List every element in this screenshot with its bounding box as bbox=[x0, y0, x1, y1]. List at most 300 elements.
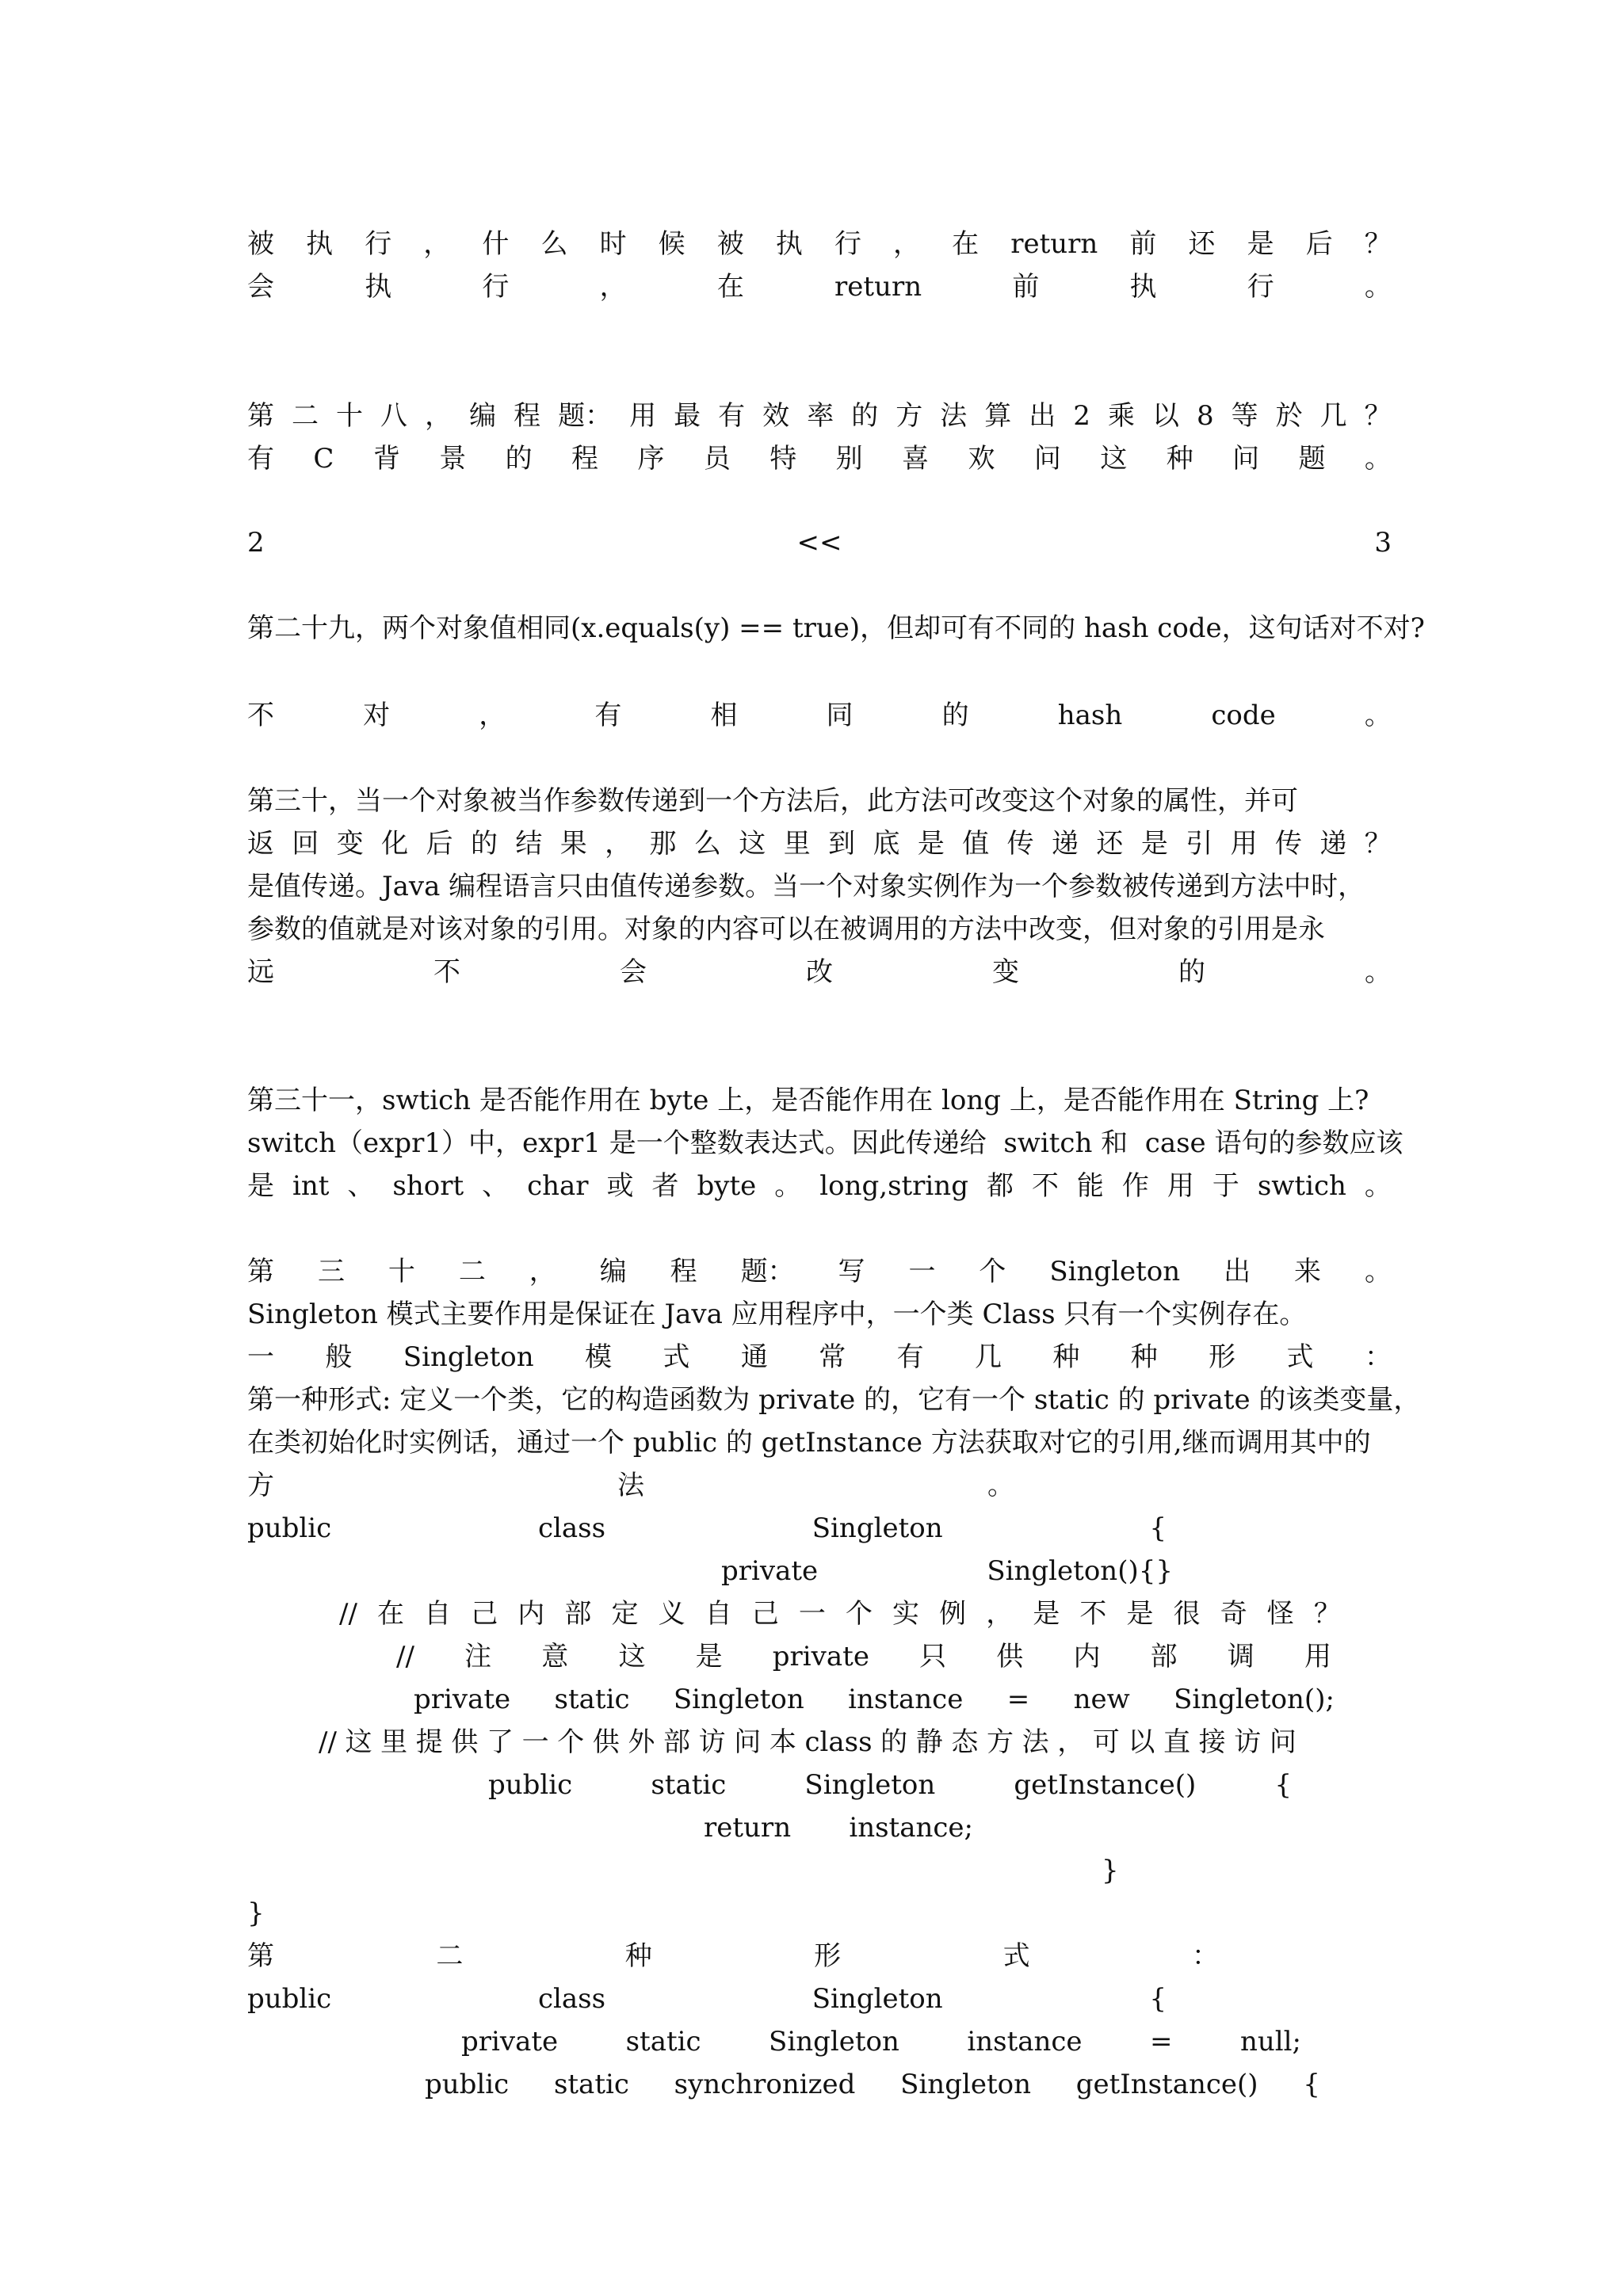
code-token: 用 bbox=[1304, 1641, 1331, 1672]
word: ， bbox=[425, 400, 453, 432]
code-token: 是 bbox=[1033, 1598, 1060, 1630]
code-token: 一 bbox=[521, 1726, 549, 1758]
word: 乘 bbox=[1107, 400, 1135, 432]
text-line bbox=[247, 951, 1392, 994]
word: 行 bbox=[834, 228, 861, 260]
code-token: private bbox=[461, 2026, 559, 2058]
word: 是 bbox=[247, 1170, 274, 1202]
word: 通 bbox=[740, 1341, 768, 1373]
word: 。 bbox=[774, 1170, 802, 1202]
code-token: 只 bbox=[919, 1641, 947, 1672]
word: 十 bbox=[388, 1256, 415, 1287]
word: 问 bbox=[1033, 443, 1061, 475]
word: 传 bbox=[1274, 828, 1302, 860]
text-line bbox=[247, 223, 1392, 265]
word: byte bbox=[697, 1170, 757, 1202]
word: 用 bbox=[629, 400, 657, 432]
word: 的 bbox=[1178, 956, 1205, 988]
word: 作 bbox=[1121, 1170, 1149, 1202]
text-line bbox=[247, 521, 1392, 564]
word: 三 bbox=[317, 1256, 345, 1287]
word: 於 bbox=[1275, 400, 1303, 432]
code-token: 访 bbox=[698, 1726, 726, 1758]
code-token: // bbox=[339, 1598, 357, 1630]
code-token: static bbox=[625, 2026, 701, 2058]
text-line bbox=[247, 1464, 1014, 1507]
code-token: ， bbox=[986, 1598, 1014, 1630]
word: 执 bbox=[365, 271, 392, 303]
code-token: 内 bbox=[517, 1598, 545, 1630]
word: 到 bbox=[828, 828, 856, 860]
text-line bbox=[247, 1935, 1219, 1978]
code-token: // bbox=[396, 1641, 414, 1672]
word: 不 bbox=[247, 700, 274, 731]
word: 一 bbox=[908, 1256, 936, 1287]
word: 序 bbox=[637, 443, 665, 475]
code-comment-line bbox=[396, 1635, 1331, 1678]
word: 者 bbox=[651, 1170, 679, 1202]
word: 。 bbox=[1364, 443, 1392, 475]
word: 程 bbox=[514, 400, 541, 432]
code-token: 的 bbox=[880, 1726, 908, 1758]
word: ： bbox=[1364, 1341, 1392, 1373]
word: 那 bbox=[649, 828, 677, 860]
word: 远 bbox=[247, 956, 274, 988]
code-token: Singleton(); bbox=[1174, 1684, 1335, 1715]
word: 的 bbox=[941, 700, 969, 731]
word: 的 bbox=[470, 828, 498, 860]
word: code bbox=[1211, 700, 1276, 731]
word: 效 bbox=[762, 400, 790, 432]
word: 率 bbox=[807, 400, 834, 432]
word: 对 bbox=[363, 700, 391, 731]
code-token: 问 bbox=[734, 1726, 762, 1758]
code-token: 本 bbox=[769, 1726, 796, 1758]
word: 题： bbox=[740, 1256, 795, 1287]
word: 一 bbox=[247, 1341, 274, 1373]
code-token: static bbox=[553, 2069, 629, 2100]
code-token: ？ bbox=[1313, 1598, 1341, 1630]
word: 景 bbox=[439, 443, 467, 475]
word: ， bbox=[529, 1256, 556, 1287]
word: 模 bbox=[585, 1341, 613, 1373]
text-line bbox=[247, 694, 1392, 737]
word: 么 bbox=[540, 228, 568, 260]
word: 。 bbox=[1365, 956, 1392, 988]
code-token: 供 bbox=[451, 1726, 479, 1758]
word: 是 bbox=[1140, 828, 1168, 860]
code-token: 部 bbox=[564, 1598, 592, 1630]
code-token: 供 bbox=[592, 1726, 620, 1758]
code-token: { bbox=[1303, 2069, 1320, 2100]
code-token: private bbox=[414, 1684, 511, 1715]
word: 递 bbox=[1319, 828, 1347, 860]
word: 同 bbox=[826, 700, 854, 731]
code-token: 供 bbox=[996, 1641, 1024, 1672]
code-token: 不 bbox=[1079, 1598, 1107, 1630]
text-line: 是值传递。Java 编程语言只由值传递参数。当一个对象实例作为一个参数被传递到方法中时， bbox=[247, 871, 1365, 902]
word: 被 bbox=[716, 228, 744, 260]
code-line bbox=[488, 1764, 1292, 1806]
code-token: = bbox=[1150, 2026, 1173, 2058]
code-token: static bbox=[554, 1684, 630, 1715]
word: ， bbox=[893, 228, 921, 260]
word: 后 bbox=[1305, 228, 1333, 260]
word: 形 bbox=[814, 1940, 842, 1972]
code-line bbox=[425, 2063, 1320, 2106]
word: 八 bbox=[380, 400, 408, 432]
word: 用 bbox=[1167, 1170, 1194, 1202]
word: 法 bbox=[940, 400, 968, 432]
code-token: 调 bbox=[1227, 1641, 1254, 1672]
code-token: Singleton bbox=[804, 1769, 936, 1801]
word: 二 bbox=[436, 1940, 464, 1972]
word: 、 bbox=[347, 1170, 375, 1202]
word: 前 bbox=[1129, 228, 1157, 260]
word: 执 bbox=[306, 228, 334, 260]
word: 背 bbox=[372, 443, 400, 475]
text-line bbox=[247, 395, 1392, 437]
word: 候 bbox=[658, 228, 685, 260]
code-token: getInstance() bbox=[1014, 1769, 1197, 1801]
code-token: // bbox=[319, 1726, 337, 1758]
word: 递 bbox=[1052, 828, 1079, 860]
word: 编 bbox=[469, 400, 497, 432]
word: 出 bbox=[1224, 1256, 1251, 1287]
word: 第 bbox=[247, 1256, 274, 1287]
word: 。 bbox=[1364, 271, 1392, 303]
code-token: Singleton(){} bbox=[987, 1555, 1173, 1587]
word: 是 bbox=[917, 828, 945, 860]
code-token: Singleton bbox=[769, 2026, 899, 2058]
word: 结 bbox=[515, 828, 543, 860]
word: 在 bbox=[952, 228, 980, 260]
word: return bbox=[834, 271, 922, 303]
word: 还 bbox=[1188, 228, 1216, 260]
word: 是 bbox=[1247, 228, 1274, 260]
word: 、 bbox=[482, 1170, 510, 1202]
text-line: 第二十九，两个对象值相同(x.equals(y) == true)，但却可有不同的 hash code，这句话对不对? bbox=[247, 612, 1425, 644]
word: 以 bbox=[1151, 400, 1179, 432]
word: 么 bbox=[693, 828, 721, 860]
text-line bbox=[247, 1336, 1392, 1379]
word: 。 bbox=[1364, 700, 1392, 731]
code-token: 部 bbox=[663, 1726, 691, 1758]
word: 程 bbox=[670, 1256, 697, 1287]
code-token: 实 bbox=[892, 1598, 920, 1630]
word: 行 bbox=[482, 271, 510, 303]
word: 2 bbox=[1073, 400, 1090, 432]
word: 变 bbox=[336, 828, 364, 860]
word: 会 bbox=[620, 956, 647, 988]
code-token: class bbox=[537, 1983, 606, 2015]
code-token: 个 bbox=[557, 1726, 585, 1758]
code-token: 内 bbox=[1073, 1641, 1101, 1672]
code-token: 法 bbox=[1022, 1726, 1049, 1758]
word: 有 bbox=[247, 443, 274, 475]
word: 出 bbox=[1029, 400, 1056, 432]
text-line: 第一种形式: 定义一个类，它的构造函数为 private 的，它有一个 static 的 private 的该类变量， bbox=[247, 1384, 1421, 1416]
word: 常 bbox=[819, 1341, 846, 1373]
code-token: 一 bbox=[798, 1598, 826, 1630]
word: 式 bbox=[1002, 1940, 1030, 1972]
code-token: 是 bbox=[1126, 1598, 1154, 1630]
word: 执 bbox=[775, 228, 803, 260]
word: 特 bbox=[769, 443, 797, 475]
code-token: static bbox=[651, 1769, 727, 1801]
code-token: instance; bbox=[849, 1812, 973, 1844]
code-token: 接 bbox=[1198, 1726, 1226, 1758]
word: 的 bbox=[851, 400, 879, 432]
code-token: 例 bbox=[939, 1598, 967, 1630]
word: 相 bbox=[710, 700, 738, 731]
word: Singleton bbox=[403, 1341, 534, 1373]
word: 最 bbox=[674, 400, 701, 432]
word: 里 bbox=[783, 828, 811, 860]
code-token: 外 bbox=[628, 1726, 655, 1758]
code-token: public bbox=[425, 2069, 510, 2100]
code-token: class bbox=[804, 1726, 873, 1758]
word: 2 bbox=[247, 527, 265, 559]
word: 返 bbox=[247, 828, 274, 860]
code-token: return bbox=[704, 1812, 792, 1844]
code-token: Singleton bbox=[673, 1684, 804, 1715]
code-line bbox=[414, 1678, 1335, 1721]
word: 方 bbox=[896, 400, 923, 432]
code-token: 静 bbox=[915, 1726, 943, 1758]
text-line bbox=[247, 437, 1392, 480]
code-token: 在 bbox=[377, 1598, 405, 1630]
word: 或 bbox=[606, 1170, 634, 1202]
word: 后 bbox=[426, 828, 453, 860]
code-token: 态 bbox=[951, 1726, 979, 1758]
word: 。 bbox=[1364, 1170, 1392, 1202]
word: 二 bbox=[292, 400, 319, 432]
word: 用 bbox=[1230, 828, 1258, 860]
code-token: { bbox=[1149, 1512, 1167, 1544]
word: char bbox=[527, 1170, 589, 1202]
code-token: getInstance() bbox=[1075, 2069, 1258, 2100]
code-token: 义 bbox=[658, 1598, 685, 1630]
word: 法 bbox=[617, 1470, 644, 1501]
text-line bbox=[247, 822, 1392, 865]
word: 于 bbox=[1212, 1170, 1239, 1202]
word: ， bbox=[605, 828, 632, 860]
word: Singleton bbox=[1049, 1256, 1181, 1287]
code-token: 自 bbox=[424, 1598, 452, 1630]
word: C bbox=[313, 443, 334, 475]
code-token: ， bbox=[1057, 1726, 1085, 1758]
code-line: } bbox=[1102, 1855, 1119, 1886]
code-line bbox=[704, 1806, 973, 1849]
word: 这 bbox=[739, 828, 766, 860]
text-line: Singleton 模式主要作用是保证在 Java 应用程序中，一个类 Class 只有一个实例存在。 bbox=[247, 1299, 1307, 1330]
word: swtich bbox=[1257, 1170, 1346, 1202]
word: 这 bbox=[1100, 443, 1128, 475]
word: 有 bbox=[896, 1341, 924, 1373]
word: hash bbox=[1057, 700, 1123, 731]
code-line bbox=[247, 1507, 1167, 1550]
code-token: { bbox=[1149, 1983, 1167, 2015]
code-token: 以 bbox=[1128, 1726, 1155, 1758]
word: 第 bbox=[247, 1940, 274, 1972]
code-token: instance bbox=[848, 1684, 964, 1715]
code-token: 注 bbox=[464, 1641, 492, 1672]
code-comment-line bbox=[319, 1721, 1296, 1764]
word: 几 bbox=[974, 1341, 1002, 1373]
word: 别 bbox=[835, 443, 863, 475]
word: 种 bbox=[624, 1940, 652, 1972]
word: 改 bbox=[806, 956, 833, 988]
word: 在 bbox=[716, 271, 744, 303]
code-token: 这 bbox=[345, 1726, 372, 1758]
word: 化 bbox=[381, 828, 409, 860]
word: 有 bbox=[718, 400, 746, 432]
code-token: 是 bbox=[695, 1641, 723, 1672]
word: 题 bbox=[1298, 443, 1326, 475]
code-token: class bbox=[537, 1512, 606, 1544]
code-token: 可 bbox=[1092, 1726, 1120, 1758]
code-token: 个 bbox=[845, 1598, 873, 1630]
code-token: 定 bbox=[611, 1598, 639, 1630]
text-line: 参数的值就是对该对象的引用。对象的内容可以在被调用的方法中改变，但对象的引用是永 bbox=[247, 913, 1325, 945]
code-token: 部 bbox=[1150, 1641, 1178, 1672]
word: int bbox=[292, 1170, 330, 1202]
code-token: 了 bbox=[486, 1726, 514, 1758]
code-token: 访 bbox=[1234, 1726, 1262, 1758]
word: ？ bbox=[1364, 228, 1392, 260]
text-line bbox=[247, 1165, 1392, 1207]
word: 方 bbox=[247, 1470, 274, 1501]
word: 第 bbox=[247, 400, 274, 432]
word: ： bbox=[1191, 1940, 1219, 1972]
code-line: } bbox=[247, 1897, 265, 1929]
word: 式 bbox=[663, 1341, 690, 1373]
word: 式 bbox=[1286, 1341, 1314, 1373]
word: 果 bbox=[559, 828, 587, 860]
word: short bbox=[392, 1170, 464, 1202]
word: 种 bbox=[1130, 1341, 1158, 1373]
word: 执 bbox=[1129, 271, 1157, 303]
text-line bbox=[247, 265, 1392, 308]
word: 会 bbox=[247, 271, 274, 303]
word: ？ bbox=[1364, 828, 1392, 860]
word: 底 bbox=[873, 828, 900, 860]
word: return bbox=[1010, 228, 1098, 260]
code-token: private bbox=[772, 1641, 869, 1672]
word: 不 bbox=[1031, 1170, 1059, 1202]
word: 算 bbox=[984, 400, 1012, 432]
word: ， bbox=[423, 228, 451, 260]
text-line: 第三十一，swtich 是否能作用在 byte 上，是否能作用在 long 上，是否能作用在 String 上? bbox=[247, 1085, 1369, 1116]
code-token: 这 bbox=[618, 1641, 646, 1672]
word: ？ bbox=[1364, 400, 1392, 432]
code-token: Singleton bbox=[812, 1512, 943, 1544]
code-token: 奇 bbox=[1220, 1598, 1247, 1630]
code-token: synchronized bbox=[674, 2069, 856, 2100]
word: 十 bbox=[336, 400, 364, 432]
word: 什 bbox=[482, 228, 510, 260]
text-line: switch（expr1）中，expr1 是一个整数表达式。因此传递给 switch 和 case 语句的参数应该 bbox=[247, 1127, 1403, 1159]
word: 喜 bbox=[902, 443, 930, 475]
word: 传 bbox=[1006, 828, 1034, 860]
word: long,string bbox=[819, 1170, 968, 1202]
code-token: 己 bbox=[751, 1598, 779, 1630]
code-token: null; bbox=[1239, 2026, 1301, 2058]
word: 被 bbox=[247, 228, 274, 260]
word: ， bbox=[599, 271, 627, 303]
word: 员 bbox=[703, 443, 731, 475]
code-token: 己 bbox=[471, 1598, 498, 1630]
word: 3 bbox=[1374, 527, 1392, 559]
word: 般 bbox=[325, 1341, 353, 1373]
word: 种 bbox=[1166, 443, 1193, 475]
word: 形 bbox=[1209, 1341, 1236, 1373]
word: << bbox=[796, 527, 842, 559]
text-line: 在类初始化时实例话，通过一个 public 的 getInstance 方法获取对它的引用,继而调用其中的 bbox=[247, 1427, 1371, 1459]
code-token: 直 bbox=[1163, 1726, 1191, 1758]
word: 都 bbox=[986, 1170, 1014, 1202]
word: 个 bbox=[979, 1256, 1006, 1287]
code-token: { bbox=[1274, 1769, 1292, 1801]
code-token: 问 bbox=[1269, 1726, 1296, 1758]
word: 程 bbox=[571, 443, 599, 475]
word: 问 bbox=[1232, 443, 1260, 475]
word: 写 bbox=[838, 1256, 865, 1287]
word: 行 bbox=[365, 228, 392, 260]
code-token: Singleton bbox=[812, 1983, 943, 2015]
code-token: 提 bbox=[415, 1726, 443, 1758]
code-token: 自 bbox=[705, 1598, 732, 1630]
code-token: 怪 bbox=[1266, 1598, 1294, 1630]
word: 欢 bbox=[968, 443, 995, 475]
code-token: public bbox=[247, 1512, 332, 1544]
word: 等 bbox=[1231, 400, 1258, 432]
code-token: 意 bbox=[541, 1641, 569, 1672]
code-comment-line bbox=[339, 1592, 1341, 1635]
code-token: public bbox=[488, 1769, 573, 1801]
code-token: 里 bbox=[380, 1726, 408, 1758]
code-token: private bbox=[721, 1555, 819, 1587]
code-token: new bbox=[1073, 1684, 1130, 1715]
code-token: 方 bbox=[986, 1726, 1014, 1758]
word: 还 bbox=[1096, 828, 1124, 860]
code-token: = bbox=[1006, 1684, 1030, 1715]
word: 。 bbox=[1364, 1256, 1392, 1287]
word: 的 bbox=[505, 443, 533, 475]
word: 变 bbox=[992, 956, 1019, 988]
word: 行 bbox=[1247, 271, 1274, 303]
word: 回 bbox=[292, 828, 319, 860]
word: 来 bbox=[1294, 1256, 1322, 1287]
text-line: 第三十，当一个对象被当作参数传递到一个方法后，此方法可改变这个对象的属性，并可 bbox=[247, 785, 1298, 817]
code-line bbox=[247, 1978, 1167, 2020]
code-token: public bbox=[247, 1983, 332, 2015]
word: 编 bbox=[599, 1256, 627, 1287]
word: 前 bbox=[1012, 271, 1040, 303]
word: 几 bbox=[1319, 400, 1347, 432]
code-line bbox=[721, 1550, 1173, 1592]
code-line bbox=[461, 2020, 1301, 2063]
code-token: instance bbox=[967, 2026, 1083, 2058]
code-token: Singleton bbox=[900, 2069, 1031, 2100]
word: 能 bbox=[1076, 1170, 1104, 1202]
word: 。 bbox=[987, 1470, 1014, 1501]
word: 值 bbox=[962, 828, 990, 860]
word: 不 bbox=[433, 956, 460, 988]
word: 二 bbox=[458, 1256, 486, 1287]
code-token: 很 bbox=[1173, 1598, 1201, 1630]
